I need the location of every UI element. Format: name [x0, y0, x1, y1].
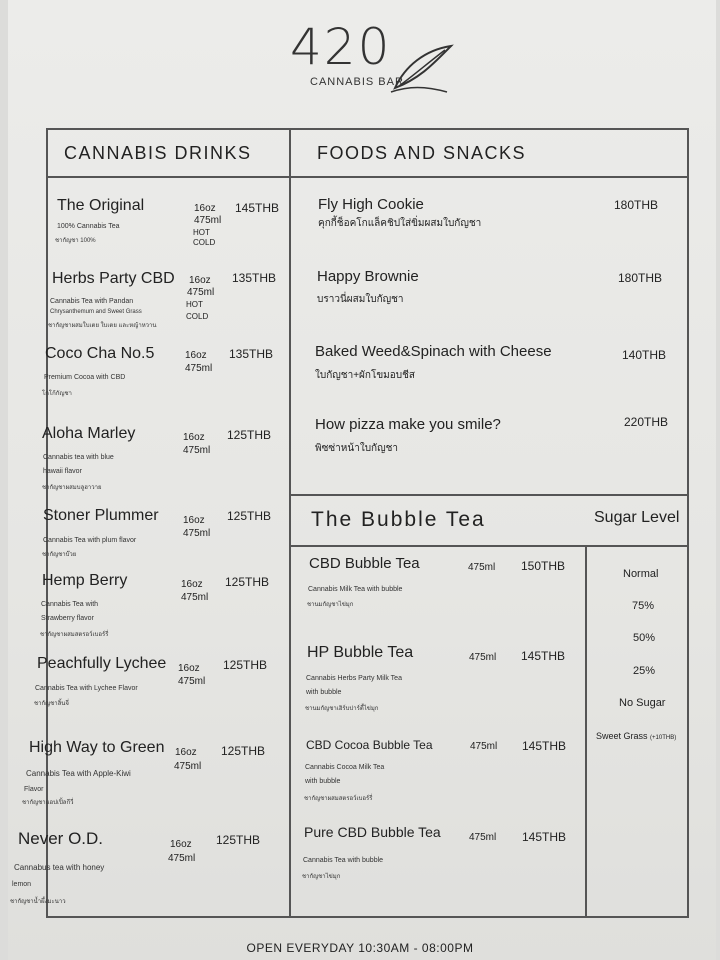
- bubble-price: 145THB: [522, 830, 567, 844]
- drink-desc: Cannabis Tea with Lychee Flavor: [35, 685, 138, 692]
- sugar-header: Sugar Level: [594, 509, 680, 526]
- drink-desc: Cannabis tea with blue: [43, 454, 114, 461]
- drink-name: Stoner Plummer: [43, 507, 159, 524]
- drink-desc-2: lemon: [12, 881, 32, 888]
- sugar-option: 50%: [633, 632, 656, 644]
- drink-size: 16oz: [170, 839, 192, 850]
- drink-desc-2: Chrysanthemum and Sweet Grass: [50, 309, 142, 315]
- sugar-option-sweet-grass: [596, 731, 676, 741]
- bubble-price: 145THB: [521, 649, 566, 663]
- drink-price: 135THB: [232, 271, 277, 285]
- drinks-header: CANNABIS DRINKS: [64, 143, 252, 163]
- drink-name: High Way to Green: [29, 739, 165, 756]
- bubble-desc-2: with bubble: [306, 689, 342, 696]
- drink-thai: ชากัญชาแอปเปิ้ลกีวี่: [22, 800, 74, 806]
- bubble-ml: 475ml: [468, 562, 496, 573]
- drink-name: The Original: [57, 197, 145, 214]
- drink-thai: โกโก้กัญชา: [42, 391, 72, 397]
- drink-price: 125THB: [221, 744, 266, 758]
- drink-size: 16oz: [185, 350, 207, 361]
- bubble-name: HP Bubble Tea: [307, 644, 414, 661]
- food-name: Baked Weed&Spinach with Cheese: [315, 343, 552, 360]
- logo-subtitle: CANNABIS BAR: [310, 76, 404, 88]
- drink-price: 135THB: [229, 347, 274, 361]
- drink-ml: 475ml: [185, 363, 213, 374]
- drink-ml: 475ml: [194, 215, 222, 226]
- drink-cold: COLD: [186, 312, 209, 321]
- food-price: 180THB: [614, 198, 659, 212]
- sugar-option: 25%: [633, 665, 656, 677]
- sweet-grass-label: Sweet Grass: [596, 731, 648, 741]
- bubble-desc: Cannabis Tea with bubble: [303, 857, 384, 864]
- drink-desc-2: Strawberry flavor: [41, 615, 94, 622]
- food-price: 140THB: [622, 348, 667, 362]
- bubble-ml: 475ml: [469, 652, 497, 663]
- drink-ml: 475ml: [168, 853, 196, 864]
- bubble-header-divider: [291, 545, 689, 547]
- drink-desc-2: Flavor: [24, 786, 44, 793]
- drink-desc: Cannabis Tea with Apple-Kiwi: [26, 769, 131, 778]
- drink-ml: 475ml: [187, 287, 215, 298]
- drink-thai: ชากัญชาผสมบลูฮาวาย: [42, 485, 102, 491]
- bubble-thai: ชากัญชาผสมสตรอว์เบอร์รี่: [304, 796, 373, 802]
- drink-name: Aloha Marley: [42, 425, 136, 442]
- drink-desc: Cannabus tea with honey: [14, 863, 105, 872]
- drink-ml: 475ml: [178, 676, 206, 687]
- drink-thai: ชากัญชาผสมสตรอว์เบอร์รี่: [40, 632, 109, 638]
- foods-header: FOODS AND SNACKS: [317, 143, 527, 163]
- sweet-grass-note: (+10THB): [650, 735, 677, 741]
- drink-price: 125THB: [223, 658, 268, 672]
- bubble-price: 150THB: [521, 559, 566, 573]
- drink-name: Coco Cha No.5: [45, 345, 155, 362]
- bubble-name: CBD Bubble Tea: [309, 555, 420, 572]
- drink-price: 125THB: [216, 833, 261, 847]
- drink-desc-2: hawaii flavor: [43, 468, 82, 475]
- sugar-option: 75%: [632, 600, 655, 612]
- bubble-thai: ชากัญชาไข่มุก: [302, 874, 341, 880]
- drink-hot: HOT: [186, 300, 203, 309]
- bubble-divider: [291, 494, 689, 496]
- drink-size: 16oz: [183, 432, 205, 443]
- drink-name: Herbs Party CBD: [52, 270, 175, 287]
- drink-price: 125THB: [227, 428, 272, 442]
- drink-price: 125THB: [225, 575, 270, 589]
- bubble-name: Pure CBD Bubble Tea: [304, 824, 441, 840]
- drink-cold: COLD: [193, 238, 216, 247]
- sugar-option: Normal: [623, 568, 659, 580]
- header-divider: [46, 176, 689, 178]
- drink-ml: 475ml: [183, 528, 211, 539]
- opening-hours: OPEN EVERYDAY 10:30AM - 08:00PM: [246, 941, 474, 955]
- drink-thai: ชากัญชาลิ้นจี่: [34, 701, 69, 707]
- drink-thai: ชากัญชา 100%: [55, 238, 96, 244]
- food-thai: ใบกัญชา+ผักโขมอบชีส: [315, 370, 416, 381]
- drink-size: 16oz: [175, 747, 197, 758]
- drink-name: Peachfully Lychee: [37, 655, 167, 672]
- food-thai: บราวนี่ผสมใบกัญชา: [317, 294, 404, 305]
- bubble-desc: Cannabis Milk Tea with bubble: [308, 586, 403, 593]
- food-price: 180THB: [618, 271, 663, 285]
- drink-hot: HOT: [193, 228, 210, 237]
- drink-ml: 475ml: [174, 761, 202, 772]
- drink-price: 125THB: [227, 509, 272, 523]
- drink-thai: ชากัญชาผสมใบเตย ใบเตย และหญ้าหวาน: [48, 323, 157, 329]
- bubble-name: CBD Cocoa Bubble Tea: [306, 738, 433, 752]
- food-price: 220THB: [624, 415, 669, 429]
- drink-ml: 475ml: [181, 592, 209, 603]
- bubble-desc: Cannabis Herbs Party Milk Tea: [306, 675, 402, 682]
- drink-thai: ชากัญชาบ๊วย: [42, 552, 77, 558]
- bubble-desc-2: with bubble: [305, 778, 341, 785]
- drink-desc: Cannabis Tea with plum flavor: [43, 537, 137, 544]
- drink-desc: Premium Cocoa with CBD: [44, 374, 126, 381]
- column-divider: [289, 128, 291, 918]
- drink-thai: ชากัญชาน้ำผึ้งมะนาว: [10, 899, 66, 905]
- drink-size: 16oz: [189, 275, 211, 286]
- food-name: How pizza make you smile?: [315, 416, 501, 433]
- food-name: Happy Brownie: [317, 268, 419, 285]
- drink-size: 16oz: [178, 663, 200, 674]
- bubble-ml: 475ml: [470, 741, 498, 752]
- sugar-option: No Sugar: [619, 697, 666, 709]
- brand-logo: [290, 18, 450, 98]
- bubble-thai: ชานมกัญชาเฮิร์บปาร์ตี้ไข่มุก: [305, 706, 379, 712]
- food-name: Fly High Cookie: [318, 196, 424, 213]
- bubble-price: 145THB: [522, 739, 567, 753]
- drink-size: 16oz: [181, 579, 203, 590]
- drink-desc: Cannabis Tea with: [41, 601, 99, 608]
- food-thai: คุกกี้ช็อคโกแล็คชิปใส่ขิ่มผสมใบกัญชา: [318, 218, 482, 229]
- sugar-divider: [585, 545, 587, 918]
- drink-name: Hemp Berry: [42, 572, 128, 589]
- logo-number: 420: [290, 18, 392, 76]
- drink-price: 145THB: [235, 201, 280, 215]
- drink-desc: 100% Cannabis Tea: [57, 223, 120, 230]
- drink-name: Never O.D.: [18, 829, 104, 848]
- bubble-header: The Bubble Tea: [311, 508, 486, 531]
- bubble-desc: Cannabis Cocoa Milk Tea: [305, 764, 385, 771]
- bubble-thai: ชานมกัญชาไข่มุก: [307, 602, 354, 608]
- drink-desc: Cannabis Tea with Pandan: [50, 298, 134, 305]
- drink-ml: 475ml: [183, 445, 211, 456]
- food-thai: พิซซ่าหน้าใบกัญชา: [315, 443, 399, 454]
- drink-size: 16oz: [183, 515, 205, 526]
- bubble-ml: 475ml: [469, 832, 497, 843]
- drink-size: 16oz: [194, 203, 216, 214]
